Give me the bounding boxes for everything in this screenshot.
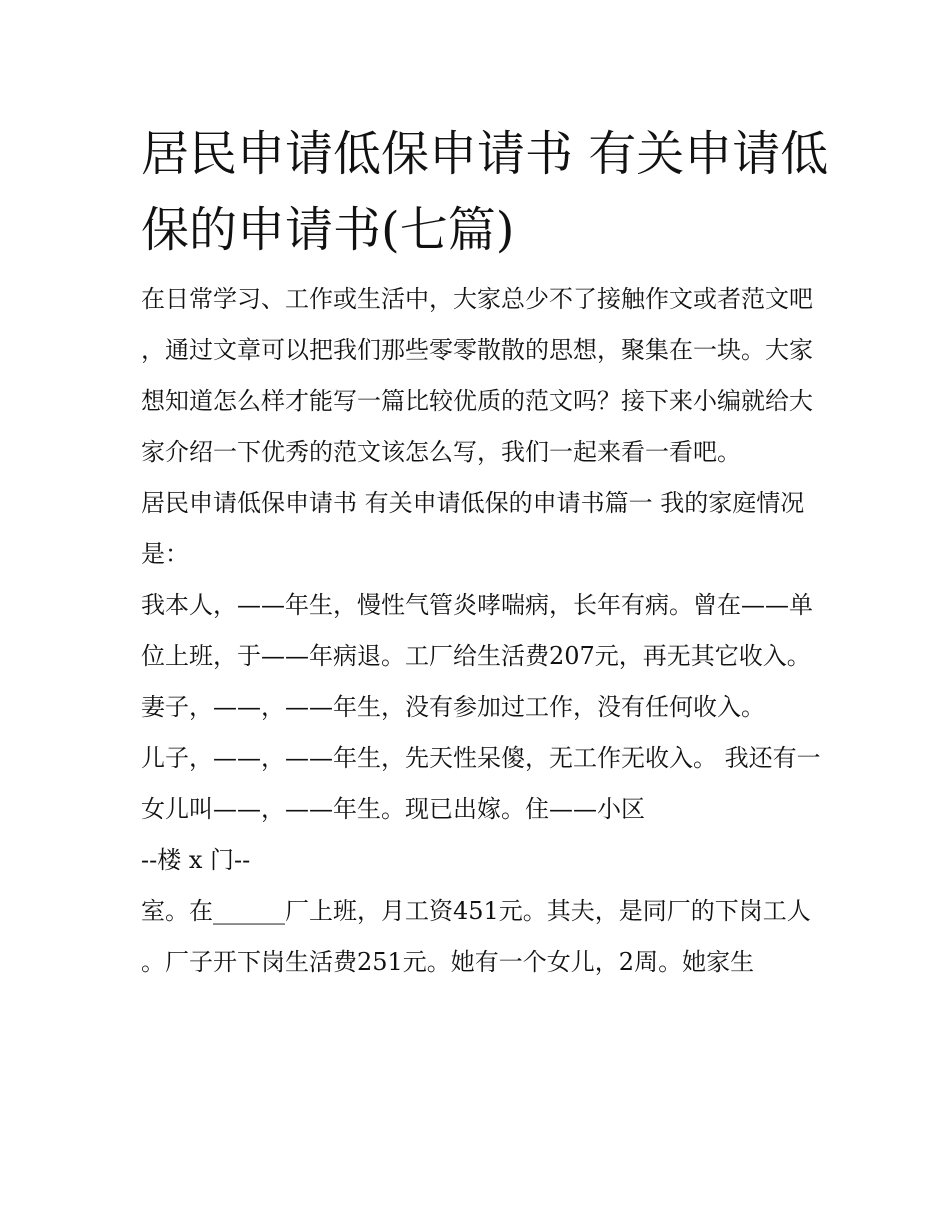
paragraph-intro: 在日常学习、工作或生活中，大家总少不了接触作文或者范文吧，通过文章可以把我们那些零零散散的思想，聚集在一块。大家想知道怎么样才能写一篇比较优质的范文吗？接下来小编就给大家介绍一下优秀的范文该怎么写，我们一起来看一看吧。: [141, 285, 813, 466]
paragraph-wife: 妻子，——，——年生，没有参加过工作，没有任何收入。: [141, 693, 765, 721]
paragraph-address: --楼 x 门--: [141, 846, 251, 874]
paragraph-son-daughter: 儿子，——，——年生，先天性呆傻，无工作无收入。 我还有一女儿叫——，——年生。现已出嫁。住——小区: [141, 744, 821, 823]
paragraph-daughter-work: 室。在______厂上班，月工资451元。其夫，是同厂的下岗工人。厂子开下岗生活费251元。她有一个女儿，2周。她家生: [141, 897, 811, 976]
document-body: [141, 274, 821, 988]
document-title: 居民申请低保申请书 有关申请低保的申请书(七篇): [141, 126, 829, 258]
paragraph-section-heading: 居民申请低保申请书 有关申请低保的申请书篇一 我的家庭情况是：: [141, 489, 805, 568]
paragraph-self: 我本人，——年生，慢性气管炎哮喘病，长年有病。曾在——单位上班，于——年病退。工厂给生活费207元，再无其它收入。: [141, 591, 813, 670]
